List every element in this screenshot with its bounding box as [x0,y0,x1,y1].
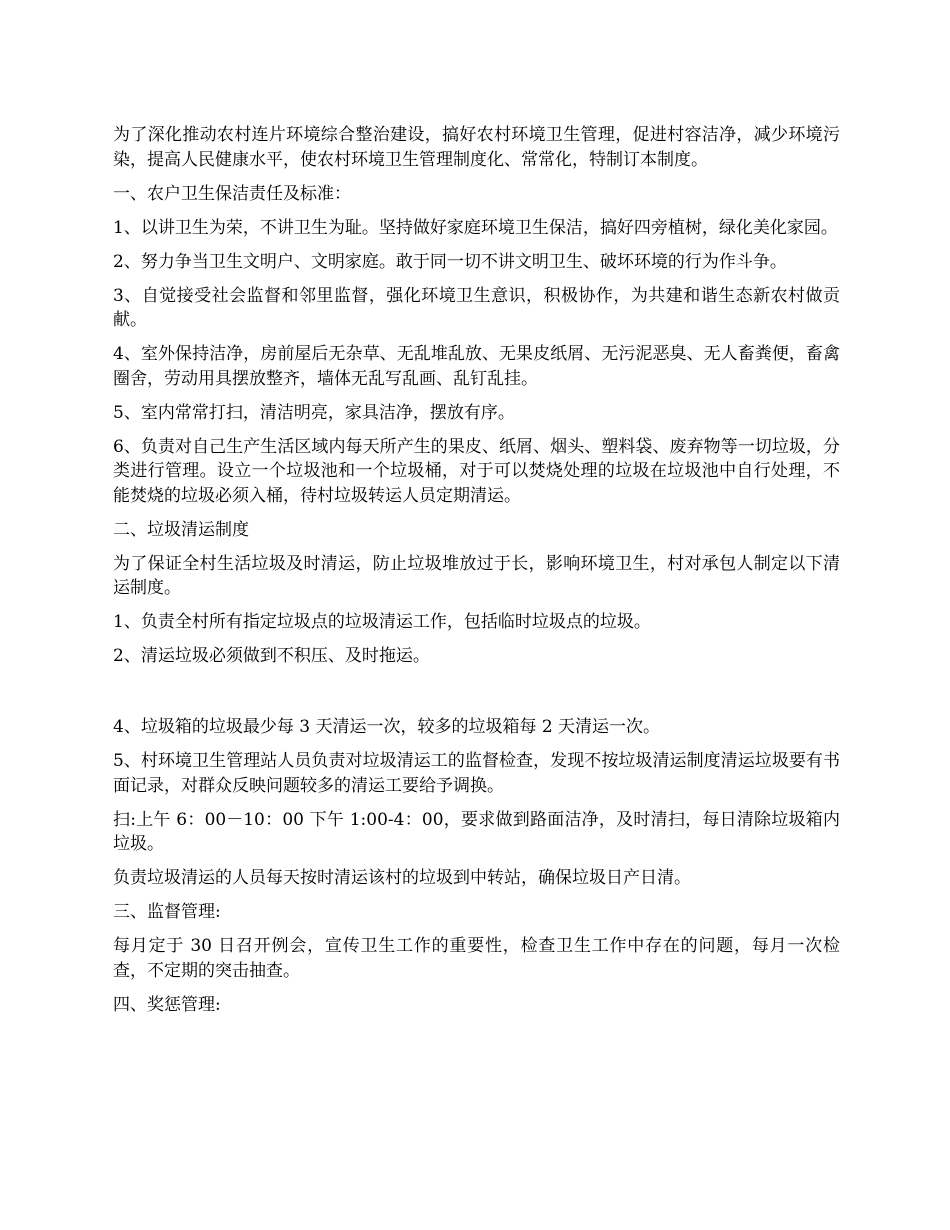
list-item: 2、清运垃圾必须做到不积压、及时拖运。 [113,646,430,666]
list-item: 2、努力争当卫生文明户、文明家庭。敢于同一切不讲文明卫生、破坏环境的行为作斗争。 [113,251,787,272]
section-heading-2: 二、垃圾清运制度 [113,519,249,540]
schedule-paragraph: 扫:上午 6：00－10：00 下午 1:00-4：00，要求做到路面洁净，及时清扫，每日清除垃圾箱内垃圾。 [113,809,840,854]
section-heading-1: 一、农户卫生保洁责任及标准： [113,183,351,204]
intro-paragraph: 为了深化推动农村连片环境综合整治建设，搞好农村环境卫生管理，促进村容洁净，减少环境污染，提高人民健康水平，使农村环境卫生管理制度化、常常化，特制订本制度。 [113,125,840,170]
list-item: 1、以讲卫生为荣，不讲卫生为耻。坚持做好家庭环境卫生保洁，搞好四旁植树，绿化美化家园。 [113,217,838,238]
section-heading-3: 三、监督管理: [113,902,221,922]
list-item: 6、负责对自己生产生活区域内每天所产生的果皮、纸屑、烟头、塑料袋、废弃物等一切垃圾，分类进行管理。设立一个垃圾池和一个垃圾桶，对于可以焚烧处理的垃圾在垃圾池中自行处理，不能焚烧的垃圾必须入桶，待村垃圾转运人员定期清运。 [113,436,840,506]
blank-gap [113,678,840,715]
list-item: 5、室内常常打扫，清洁明亮，家具洁净，摆放有序。 [113,402,515,423]
body-paragraph: 负责垃圾清运的人员每天按时清运该村的垃圾到中转站，确保垃圾日产日清。 [113,868,691,888]
list-item: 3、自觉接受社会监督和邻里监督，强化环境卫生意识，积极协作，为共建和谐生态新农村做贡献。 [113,285,840,330]
section-heading-4: 四、奖惩管理: [113,994,221,1015]
list-item: 5、村环境卫生管理站人员负责对垃圾清运工的监督检查，发现不按垃圾清运制度清运垃圾要有书面记录，对群众反映问题较多的清运工要给予调换。 [113,751,840,796]
list-item: 1、负责全村所有指定垃圾点的垃圾清运工作，包括临时垃圾点的垃圾。 [113,612,651,632]
section-intro-paragraph: 为了保证全村生活垃圾及时清运，防止垃圾堆放过于长，影响环境卫生，村对承包人制定以下清运制度。 [113,553,840,598]
list-item: 4、垃圾箱的垃圾最少每 3 天清运一次，较多的垃圾箱每 2 天清运一次。 [113,717,661,737]
list-item: 4、室外保持洁净，房前屋后无杂草、无乱堆乱放、无果皮纸屑、无污泥恶臭、无人畜粪便，畜禽圈舍，劳动用具摆放整齐，墙体无乱写乱画、乱钉乱挂。 [113,344,840,389]
body-paragraph: 每月定于 30 日召开例会，宣传卫生工作的重要性，检查卫生工作中存在的问题，每月一次检查，不定期的突击抽查。 [113,936,840,981]
